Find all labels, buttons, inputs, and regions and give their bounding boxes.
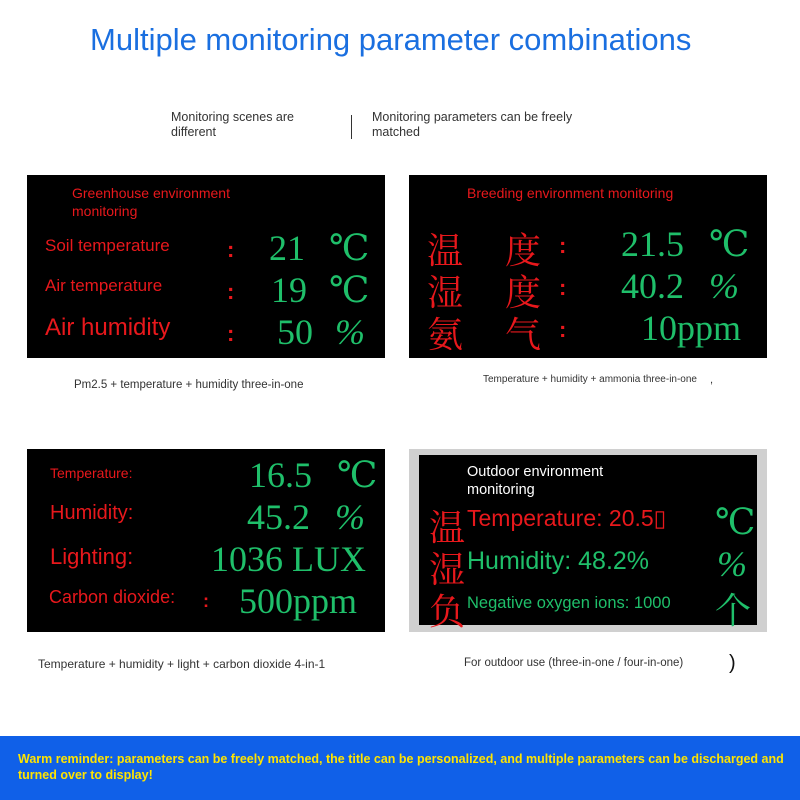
- soil-temperature-value: 21: [269, 228, 305, 268]
- outdoor-temperature-unit: ℃: [715, 502, 756, 542]
- intro-left: Monitoring scenes are different: [171, 110, 294, 139]
- breeding-row3-char1: 氨: [427, 315, 464, 355]
- outdoor-heading: Outdoor environment monitoring: [467, 464, 604, 498]
- carbon-dioxide-colon: :: [203, 591, 209, 611]
- outdoor-ions-unit: 个: [715, 591, 752, 631]
- lighting-value: 1036 LUX: [211, 539, 366, 579]
- breeding-caption: Temperature + humidity + ammonia three-in-one: [483, 374, 697, 385]
- air-temperature-colon: :: [227, 279, 235, 304]
- humidity-unit: %: [335, 497, 365, 537]
- breeding-row2-colon: :: [559, 275, 567, 300]
- breeding-row3-colon: :: [559, 317, 567, 342]
- four-in-one-panel: [27, 449, 385, 632]
- breeding-panel: [409, 175, 767, 358]
- outdoor-negative-oxygen-ions: Negative oxygen ions: 1000: [467, 594, 671, 612]
- air-temperature-unit: ℃: [329, 270, 370, 310]
- soil-temperature-colon: :: [227, 237, 235, 262]
- breeding-row2-char1: 湿: [427, 273, 464, 313]
- footer-reminder: Warm reminder: parameters can be freely matched, the title can be personalized, and multiple parameters can be discharged and turned over to display!: [18, 752, 784, 782]
- humidity-value: 45.2: [247, 497, 310, 537]
- greenhouse-heading: Greenhouse environment monitoring: [72, 185, 230, 219]
- air-humidity-colon: :: [227, 321, 235, 346]
- carbon-dioxide-label: Carbon dioxide:: [49, 587, 176, 607]
- breeding-row1-char1: 温: [427, 231, 464, 271]
- greenhouse-caption: Pm2.5 + temperature + humidity three-in-one: [74, 379, 304, 391]
- breeding-row2-char2: 度: [505, 273, 542, 313]
- greenhouse-panel: [27, 175, 385, 358]
- outdoor-caption-mark: ): [729, 652, 736, 674]
- breeding-row3-char2: 气: [505, 315, 542, 355]
- outdoor-char-humid: 湿: [429, 550, 466, 590]
- intro-divider: [351, 115, 352, 139]
- soil-temperature-label: Soil temperature: [45, 236, 170, 255]
- temperature-value: 16.5: [249, 455, 312, 495]
- temperature-label: Temperature:: [50, 465, 133, 481]
- air-humidity-label: Air humidity: [45, 314, 171, 341]
- breeding-temperature-unit: ℃: [709, 224, 750, 264]
- temperature-unit: ℃: [337, 455, 378, 495]
- breeding-humidity-unit: %: [709, 266, 739, 306]
- breeding-heading: Breeding environment monitoring: [467, 185, 674, 201]
- outdoor-char-temp: 温: [429, 508, 466, 548]
- breeding-row1-colon: :: [559, 233, 567, 258]
- outdoor-char-neg: 负: [429, 592, 466, 632]
- lighting-label: Lighting:: [50, 544, 134, 569]
- air-humidity-value: 50: [277, 312, 313, 352]
- air-temperature-label: Air temperature: [45, 276, 163, 295]
- outdoor-caption: For outdoor use (three-in-one / four-in-one): [464, 657, 684, 669]
- breeding-ammonia-value: 10ppm: [641, 308, 742, 348]
- humidity-label: Humidity:: [50, 502, 134, 524]
- breeding-row1-char2: 度: [505, 231, 542, 271]
- air-humidity-unit: %: [335, 312, 365, 352]
- air-temperature-value: 19: [271, 270, 307, 310]
- soil-temperature-unit: ℃: [329, 228, 370, 268]
- outdoor-humidity: Humidity: 48.2%: [467, 547, 650, 575]
- outdoor-temperature: Temperature: 20.5▯: [467, 505, 667, 531]
- intro-right: Monitoring parameters can be freely matched: [372, 110, 573, 139]
- carbon-dioxide-value: 500ppm: [239, 581, 358, 621]
- breeding-temperature-value: 21.5: [621, 224, 684, 264]
- breeding-humidity-value: 40.2: [621, 266, 684, 306]
- breeding-caption-mark: ,: [710, 374, 714, 386]
- outdoor-panel: [419, 455, 757, 632]
- four-in-one-caption: Temperature + humidity + light + carbon dioxide 4-in-1: [38, 657, 326, 671]
- outdoor-humidity-unit: %: [717, 544, 747, 584]
- page-title: Multiple monitoring parameter combinations: [90, 22, 692, 57]
